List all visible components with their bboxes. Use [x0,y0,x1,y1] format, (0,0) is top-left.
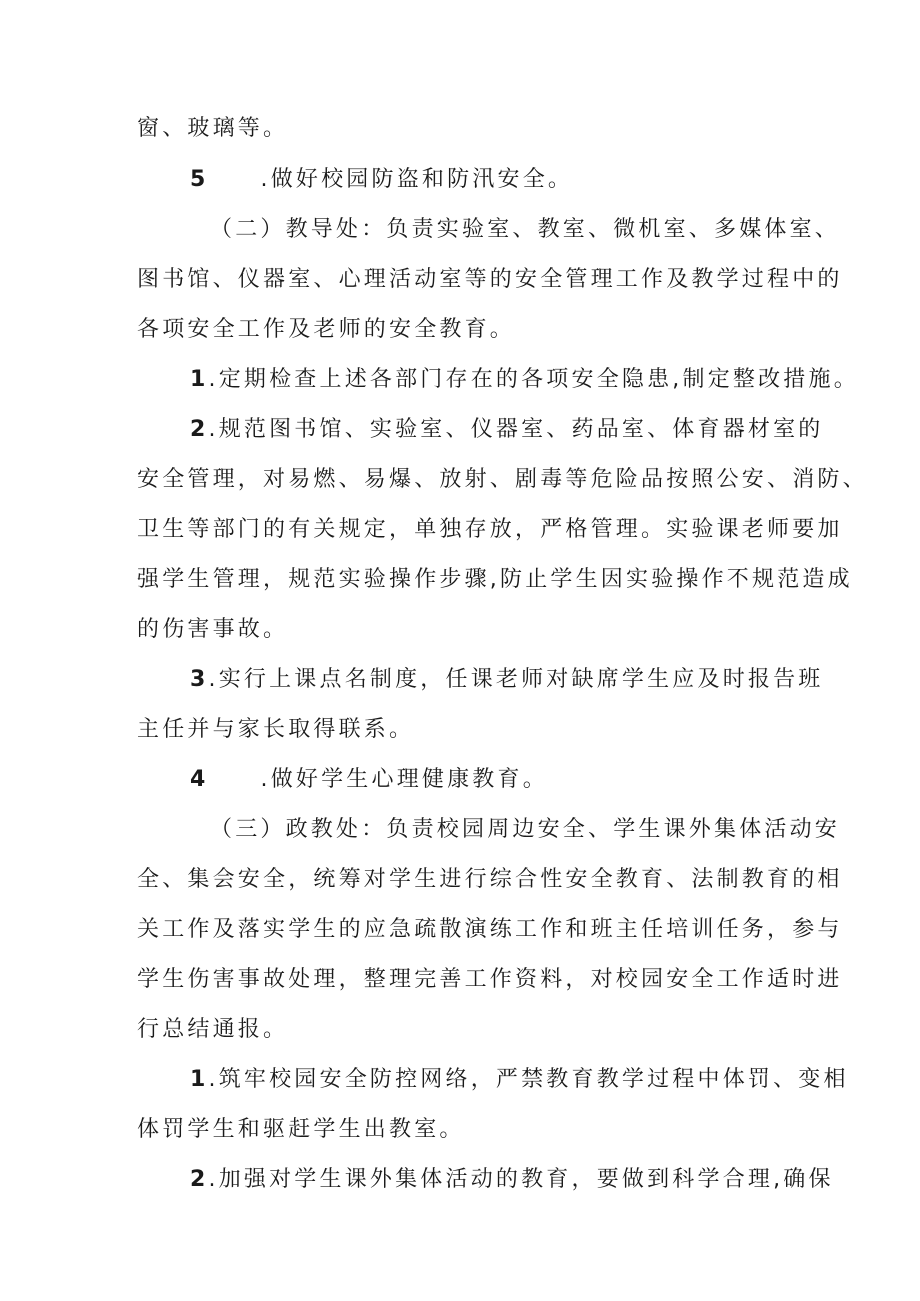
line-text: .定期检查上述各部门存在的各项安全隐患,制定整改措施。 [208,367,859,392]
paragraph-line [137,466,868,494]
paragraph-line [137,115,288,143]
section-heading-2 [210,216,840,244]
section-heading-3 [210,816,840,844]
paragraph-line [137,866,843,894]
list-item-4 [190,766,548,794]
line-text: 各项安全工作及老师的安全教育。 [137,317,516,342]
list-item-1 [190,366,859,394]
list-number: 1 [190,367,209,392]
list-number: 2 [190,1167,209,1192]
line-text: 强学生管理，规范实验操作步骤,防止学生因实验操作不规范造成 [137,567,853,592]
line-text: .规范图书馆、实验室、仪器室、药品室、体育器材室的 [208,417,824,442]
line-text: 的伤害事故。 [137,617,289,642]
line-text: .实行上课点名制度，任课老师对缺席学生应及时报告班 [208,667,824,692]
list-number: 3 [190,667,209,692]
line-text: 窗、玻璃等。 [137,116,289,141]
list-item-2 [190,416,824,444]
list-number: 1 [190,1067,209,1092]
paragraph-line [137,1116,465,1144]
list-item-2 [190,1166,834,1194]
line-text: .加强对学生课外集体活动的教育，要做到科学合理,确保 [208,1167,834,1192]
line-text: .筑牢校园安全防控网络，严禁教育教学过程中体罚、变相 [208,1067,849,1092]
paragraph-line [137,966,843,994]
line-text: .做好学生心理健康教育。 [260,767,548,792]
line-text: 行总结通报。 [137,1017,289,1042]
list-number: 4 [190,767,209,792]
paragraph-line [137,316,515,344]
paragraph-line [137,566,853,594]
paragraph-line [137,716,414,744]
list-number: 5 [190,167,209,192]
list-number: 2 [190,417,209,442]
list-item-3 [190,666,824,694]
line-text: 主任并与家长取得联系。 [137,717,415,742]
paragraph-line [137,1016,288,1044]
line-text: 体罚学生和驱赶学生出教室。 [137,1117,465,1142]
paragraph-line [137,916,843,944]
line-text: （二）教导处：负责实验室、教室、微机室、多媒体室、 [210,217,841,242]
list-item-1 [190,1066,849,1094]
list-item-5 [190,166,573,194]
line-text: （三）政教处：负责校园周边安全、学生课外集体活动安 [210,817,841,842]
paragraph-line [137,516,843,544]
paragraph-line [137,266,843,294]
line-text: 安全管理，对易燃、易爆、放射、剧毒等危险品按照公安、消防、 [137,467,868,492]
line-text: 学生伤害事故处理，整理完善工作资料，对校园安全工作适时进 [137,967,843,992]
line-text: 关工作及落实学生的应急疏散演练工作和班主任培训任务，参与 [137,917,843,942]
paragraph-line [137,616,288,644]
line-text: 卫生等部门的有关规定，单独存放，严格管理。实验课老师要加 [137,517,843,542]
line-text: .做好校园防盗和防汛安全。 [260,167,574,192]
line-text: 全、集会安全，统筹对学生进行综合性安全教育、法制教育的相 [137,867,843,892]
line-text: 图书馆、仪器室、心理活动室等的安全管理工作及教学过程中的 [137,267,843,292]
